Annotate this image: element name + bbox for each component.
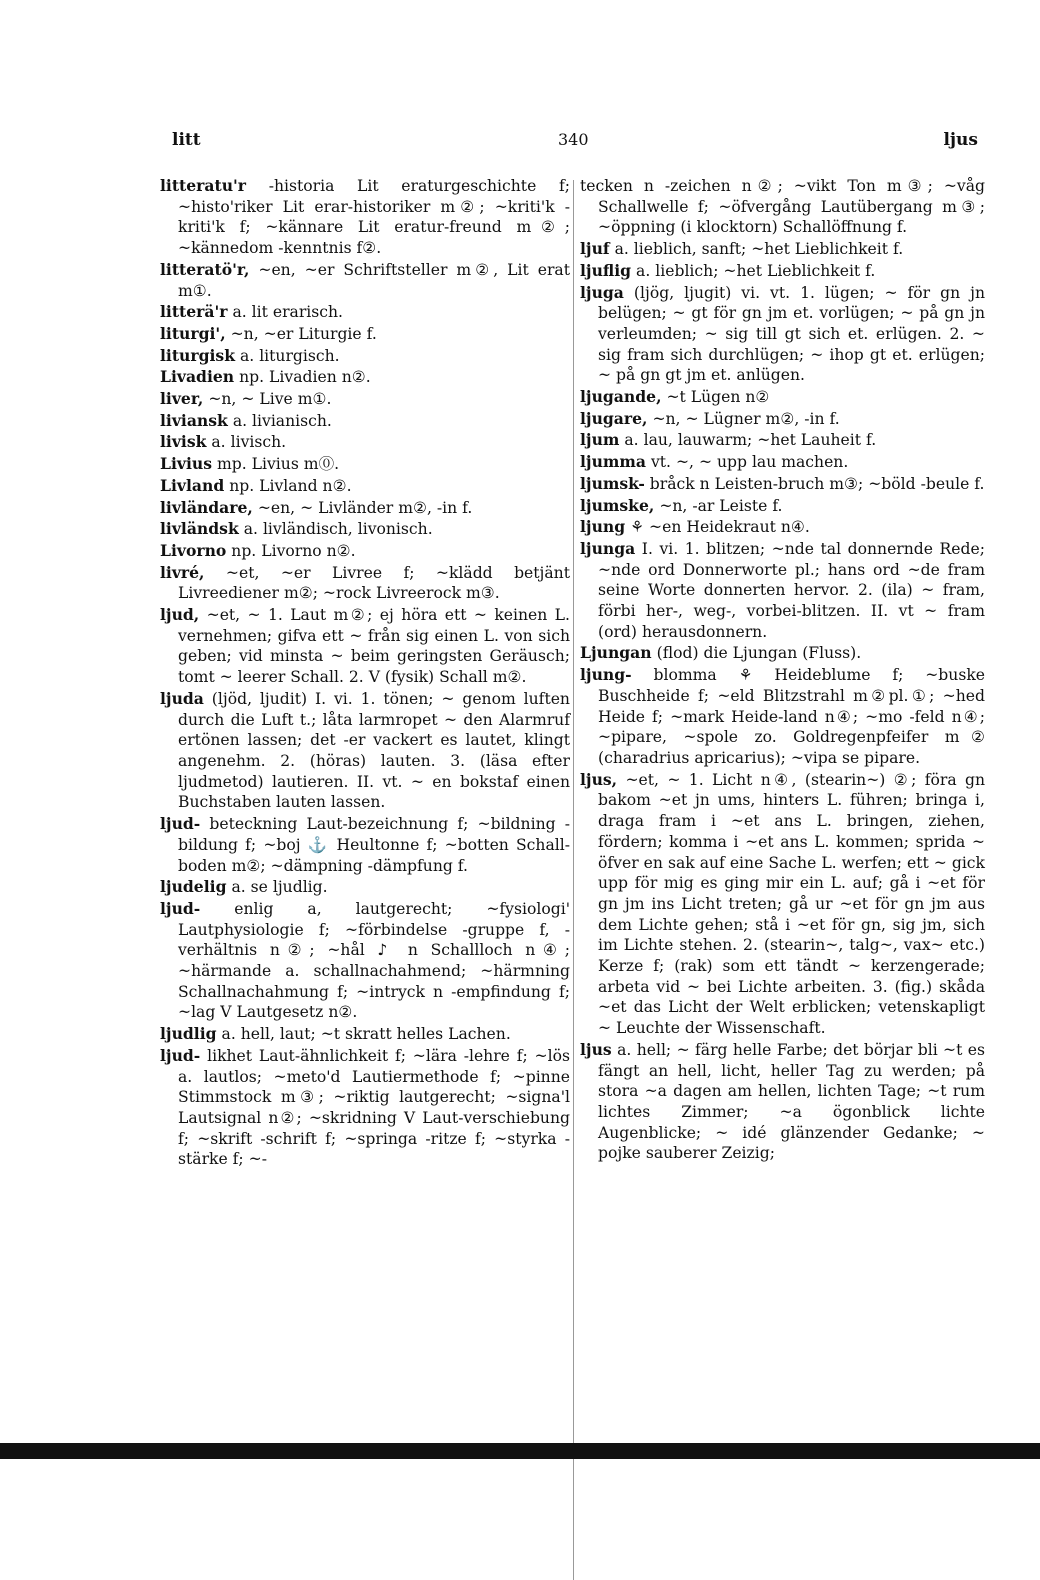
headword: ljud, [160,605,200,625]
page-header [168,130,978,160]
headword: livré, [160,562,205,582]
definition: ~et, ~ 1. Laut m②; ej höra ett ~ keinen L. vernehmen; gifva ett ~ från sig einen L. von sich geben; vid minsta ~ beim geringsten Geräusch; tomt ~ leerer Schall. 2. V (fysik) Schall m②. [178,606,570,687]
dictionary-entry [160,454,570,475]
definition: a. hell, laut; ~t skratt helles Lachen. [221,1025,511,1044]
dictionary-entry [160,605,570,688]
page-number: 340 [558,130,589,149]
headword: ljudelig [160,877,227,897]
definition: ⚘ ~en Heidekraut n④. [630,518,810,537]
definition: mp. Livius m⓪. [216,455,340,474]
dictionary-entry [160,689,570,813]
headword: Livland [160,475,225,495]
dictionary-entry [580,261,985,282]
dictionary-entry [580,239,985,260]
left-running-head: litt [172,130,201,150]
dictionary-entry [160,519,570,540]
headword: ljus, [580,769,618,789]
headword: livisk [160,432,207,452]
headword: liver, [160,389,204,409]
definition: a. livländisch, livonisch. [243,520,433,539]
right-running-head: ljus [943,130,978,150]
headword: ljumsk- [580,473,645,493]
dictionary-entry [580,1040,985,1164]
column-divider [573,180,574,1580]
headword: liturgisk [160,345,236,365]
dictionary-entry [160,389,570,410]
definition: -historia Lit eraturgeschichte f; ~histo'riker Lit erar-historiker m②; ~kriti'k -kriti'k f; ~kännare Lit eratur-freund m②; ~kännedom -kenntnis f②. [178,177,570,258]
definition: a. lieblich, sanft; ~het Lieblichkeit f. [614,240,904,259]
headword: ljuga [580,282,624,302]
definition: a. lieblich; ~het Lieblichkeit f. [636,261,876,280]
definition: tecken n -zeichen n②; ~vikt Ton m③; ~våg Schallwelle f; ~öfvergång Lautübergang m③; ~öppning (i klocktorn) Schallöffnung f. [580,177,985,237]
headword: ljuf [580,239,610,259]
dictionary-entry [580,474,985,495]
headword: liturgi', [160,323,226,343]
definition: bråck n Leisten-bruch m③; ~böld -beule f. [649,474,985,493]
dictionary-entry [580,409,985,430]
left-column [160,176,570,1171]
headword: ljum [580,430,620,450]
headword: ljung [580,517,626,537]
definition: ~n, ~ Lügner m②, -in f. [652,409,840,428]
headword: ljud- [160,898,201,918]
dictionary-entry [160,324,570,345]
headword: ljus [580,1039,612,1059]
dictionary-entry [160,346,570,367]
definition: a. livisch. [211,433,287,452]
headword: ljumske, [580,495,655,515]
definition: vt. ~, ~ upp lau machen. [650,453,849,472]
dictionary-entry [580,452,985,473]
dictionary-entry [580,387,985,408]
dictionary-entry [580,643,985,664]
headword: ljud- [160,1045,201,1065]
dictionary-entry [160,411,570,432]
definition: (ljöd, ljudit) I. vi. 1. tönen; ~ genom luften durch die Luft t.; låta larmropet ~ den Alarmruf ertönen lassen; det -er vackert es lautet, klingt angenehm. 2. (höras) lauten. 3. (läsa efter ljudmetod) lautieren. II. vt. ~ en bokstaf einen Buchstaben lauten lassen. [178,689,570,812]
definition: ~en, ~er Schriftsteller m②, Lit erat m①. [178,260,570,300]
definition: ~et, ~er Livree f; ~klädd betjänt Livreediener m②; ~rock Livreerock m③. [178,563,570,603]
dictionary-entry [580,770,985,1039]
definition: enlig a, lautgerecht; ~fysiologi' Lautphysiologie f; ~förbindelse -gruppe f, -verhältnis n②; ~hål ♪ n Schallloch n④; ~härmande a. schallnachahmend; ~härmning Schallnachahmung f; ~intryck n -empfindung f; ~lag V Lautgesetz n②. [178,899,570,1022]
dictionary-entry [160,498,570,519]
dictionary-entry [580,430,985,451]
dictionary-entry [580,176,985,238]
headword: Ljungan [580,643,652,663]
headword: ljung- [580,665,632,685]
definition: blomma ⚘ Heideblume f; ~buske Buschheide f; ~eld Blitzstrahl m②pl.①; ~hed Heide f; ~mark Heide-land n④; ~mo -feld n④; ~pipare, ~spole zo. Goldregenpfeifer m② (charadrius apricarius); ~vipa se pipare. [598,666,985,767]
headword: ljuda [160,688,204,708]
headword: ljumma [580,452,647,472]
dictionary-entry [160,1024,570,1045]
definition: np. Livland n②. [229,476,352,495]
dictionary-entry [160,260,570,301]
definition: a. hell; ~ färg helle Farbe; det börjar bli ~t es fängt an hell, licht, heller Tag zu werden; på stora ~a dagen am hellen, lichten Tage; ~t rum lichtes Zimmer; ~a ögonblick lichte Augenblicke; ~ idé glänzender Gedanke; ~ pojke sauberer Zeizig; [598,1040,985,1163]
definition: (ljög, ljugit) vi. vt. 1. lügen; ~ för gn jn belügen; ~ gt för gn jm et. vorlügen; ~ på gn jn verleumden; ~ sig till gt sich et. erlügen. 2. ~ sig fram sich durchlügen; ~ ihop gt et. erlügen; ~ på gn gt jm et. anlügen. [598,283,985,385]
dictionary-entry [580,496,985,517]
dictionary-entry [160,899,570,1023]
headword: litteratö'r, [160,259,250,279]
dictionary-entry [160,814,570,876]
definition: I. vi. 1. blitzen; ~nde tal donnernde Rede; ~nde ord Donnerworte pl.; hans ord ~de fram seine Worte donnerten hervor. 2. (ila) ~ fram, förbi her-, weg-, vorbei-blitzen. II. vt ~ fram (ord) herausdonnern. [598,539,985,641]
dictionary-entry [160,877,570,898]
definition: likhet Laut-ähnlichkeit f; ~lära -lehre f; ~lös a. lautlos; ~meto'd Lautiermethode f; ~pinne Stimmstock m③; ~riktig lautgerecht; ~signa'l Lautsignal n②; ~skridning V Laut-verschiebung f; ~skrift -schrift f; ~springa -ritze f; ~styrka -stärke f; ~- [178,1046,570,1169]
headword: ljunga [580,538,636,558]
right-column [580,176,985,1165]
definition: ~n, ~ Live m①. [208,390,332,409]
headword: Livius [160,454,212,474]
headword: Livadien [160,367,235,387]
definition: ~n, -ar Leiste f. [659,496,783,515]
headword: livländare, [160,497,253,517]
headword: ljugare, [580,408,648,428]
headword: Livorno [160,540,227,560]
definition: beteckning Laut-bezeichnung f; ~bildning -bildung f; ~boj ⚓ Heultonne f; ~botten Schall-boden m②; ~dämpning -dämpfung f. [178,815,570,875]
definition: ~et, ~ 1. Licht n④, (stearin~) ②; föra gn bakom ~et jn ums, hinters L. führen; bringa i, draga fram i ~et ans L. bringen, ziehen, fördern; komma i ~et ans L. kommen; sprida ~ öfver en sak auf eine Sache L. werfen; ett ~ gick upp för mig es ging mir ein L. auf; gå i ~et för gn jm ins Licht treten; gå ur ~et för gn jm aus dem Lichte gehen; stå i ~et för gn, sig jm, sich im Lichte stehen. 2. (stearin~, talg~, vax~ etc.) Kerze f; (rak) som ett tändt ~ kerzengerade; arbeta vid ~ bei Lichte arbeiten. 3. (fig.) skåda ~et das Licht der Welt erblicken; vetenskapligt ~ Leuchte der Wissenschaft. [598,770,985,1038]
headword: ljudlig [160,1024,217,1044]
definition: np. Livadien n②. [239,368,371,387]
dictionary-entry [160,176,570,259]
headword: liviansk [160,410,228,430]
definition: (flod) die Ljungan (Fluss). [656,644,862,663]
dictionary-entry [160,1046,570,1170]
definition: np. Livorno n②. [231,541,356,560]
definition: ~t Lügen n② [666,388,770,407]
dictionary-entry [580,517,985,538]
dictionary-entry [160,476,570,497]
definition: a. liturgisch. [239,346,340,365]
headword: litterä'r [160,302,228,322]
definition: a. lau, lauwarm; ~het Lauheit f. [624,431,877,450]
scan-edge [0,1443,1040,1459]
dictionary-entry [160,432,570,453]
headword: ljuflig [580,260,632,280]
definition: a. se ljudlig. [231,878,328,897]
definition: a. livianisch. [232,411,332,430]
dictionary-entry [160,563,570,604]
headword: ljud- [160,814,201,834]
dictionary-entry [160,541,570,562]
definition: ~en, ~ Livländer m②, -in f. [257,498,473,517]
headword: litteratu'r [160,176,247,195]
dictionary-entry [580,665,985,769]
dictionary-entry [160,302,570,323]
headword: livländsk [160,519,239,539]
dictionary-entry [580,283,985,387]
definition: ~n, ~er Liturgie f. [230,324,377,343]
headword: ljugande, [580,387,662,407]
dictionary-entry [160,367,570,388]
definition: a. lit erarisch. [232,303,344,322]
dictionary-entry [580,539,985,643]
